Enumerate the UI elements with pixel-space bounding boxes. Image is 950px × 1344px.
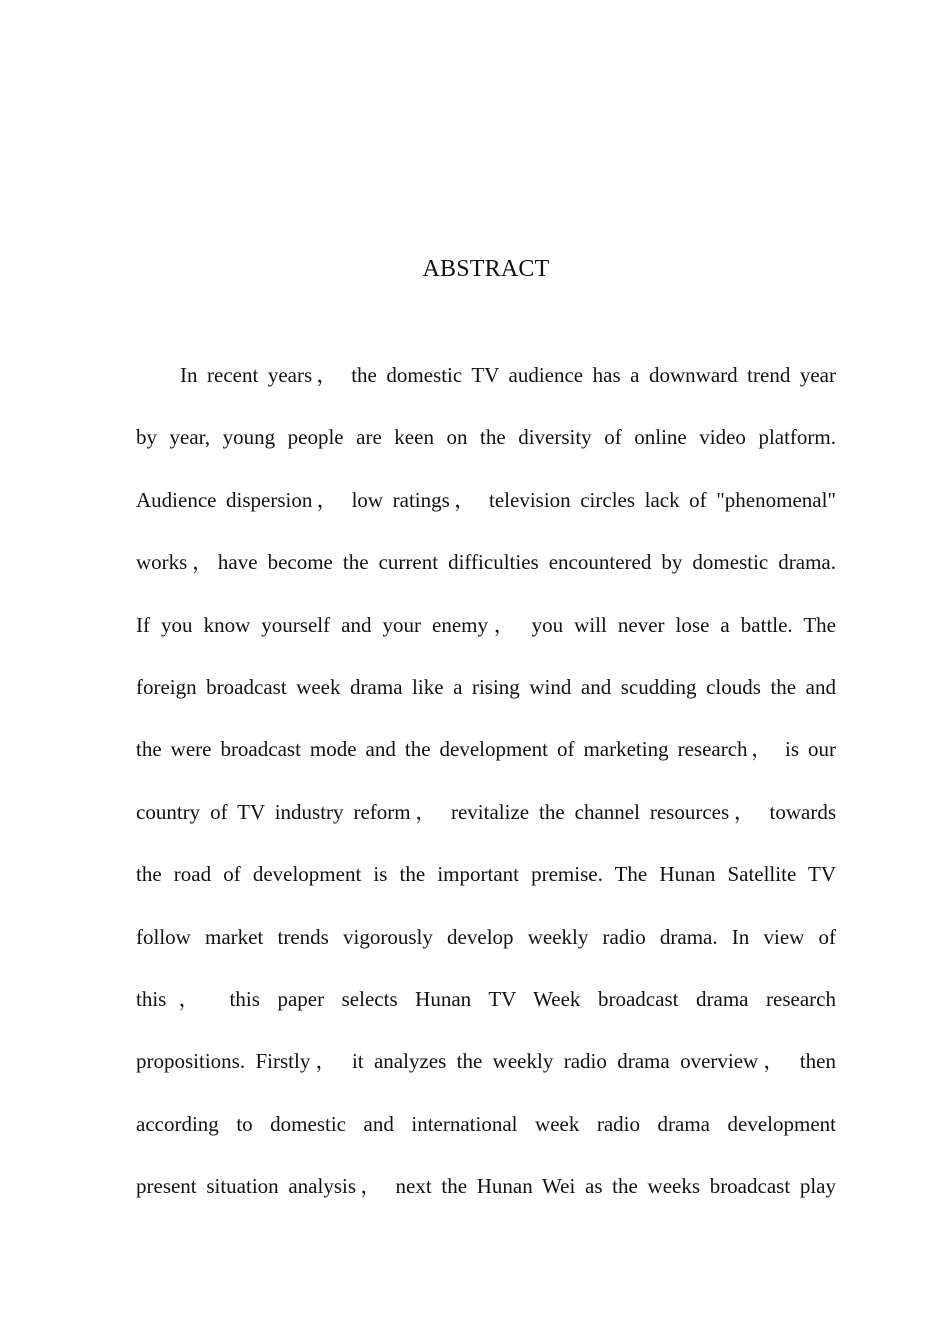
paragraph-line: present situation analysis， next the Hunan Wei as the weeks broadcast play (136, 1174, 836, 1199)
paragraph-line: works，have become the current difficulties encountered by domestic drama. (136, 550, 836, 575)
paragraph-line: according to domestic and international week radio drama development (136, 1111, 836, 1136)
paragraph-line: the road of development is the important premise. The Hunan Satellite TV (136, 862, 836, 887)
paragraph-line: the were broadcast mode and the development of marketing research， is our (136, 737, 836, 762)
paragraph-line: follow market trends vigorously develop weekly radio drama. In view of (136, 924, 836, 949)
paragraph-line: If you know yourself and your enemy， you will never lose a battle. The (136, 612, 836, 637)
abstract-heading: ABSTRACT (422, 256, 550, 282)
paragraph-line: by year, young people are keen on the diversity of online video platform. (136, 425, 836, 450)
paragraph-line: foreign broadcast week drama like a rising wind and scudding clouds the and (136, 674, 836, 699)
paragraph-line: In recent years， the domestic TV audience has a downward trend year (180, 363, 836, 387)
abstract-paragraph (136, 344, 836, 1217)
paragraph-line: this， this paper selects Hunan TV Week broadcast drama research (136, 986, 836, 1011)
paragraph-line: country of TV industry reform， revitalize the channel resources， towards (136, 799, 836, 824)
paragraph-line: Audience dispersion， low ratings， television circles lack of "phenomenal" (136, 487, 836, 512)
paragraph-line: propositions. Firstly， it analyzes the weekly radio drama overview， then (136, 1049, 836, 1074)
